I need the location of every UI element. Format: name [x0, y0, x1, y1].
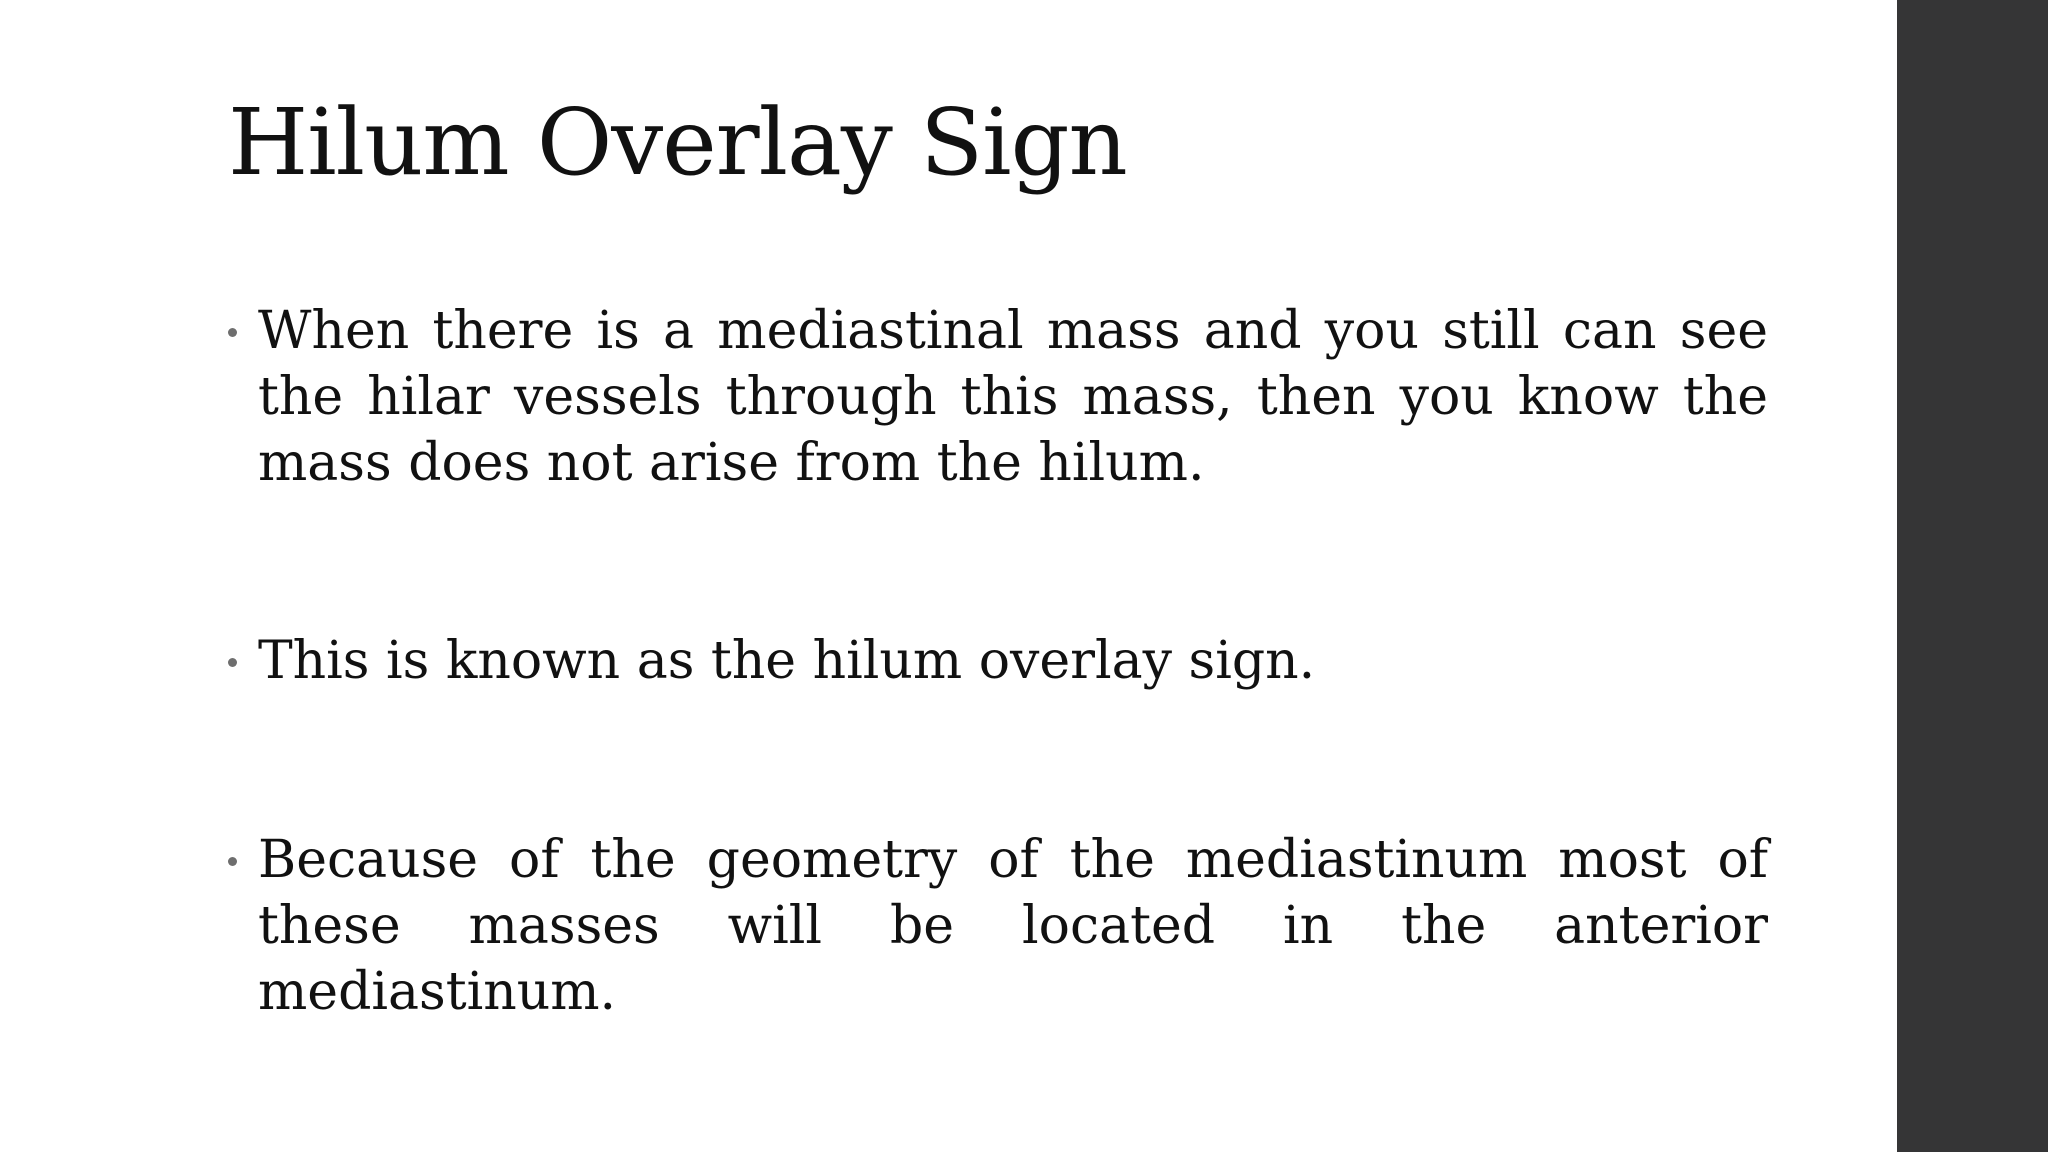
bullet-item-1 [228, 298, 1768, 496]
bullet-text-2: This is known as the hilum overlay sign. [258, 631, 1316, 691]
bullet-dot-icon [228, 658, 237, 667]
bullet-dot-icon [228, 328, 237, 337]
side-accent-bar [1897, 0, 2048, 1152]
bullet-item-2 [228, 628, 1768, 694]
bullet-text-3: Because of the geometry of the mediastinum most of these masses will be located in the anterior mediastinum. [258, 830, 1768, 1022]
bullet-dot-icon [228, 857, 237, 866]
bullet-text-1: When there is a mediastinal mass and you still can see the hilar vessels through this mass, then you know the mass does not arise from the hilum. [258, 301, 1768, 493]
bullet-list [228, 298, 1768, 1025]
bullet-item-3 [228, 827, 1768, 1025]
slide-title: Hilum Overlay Sign [228, 89, 1127, 196]
